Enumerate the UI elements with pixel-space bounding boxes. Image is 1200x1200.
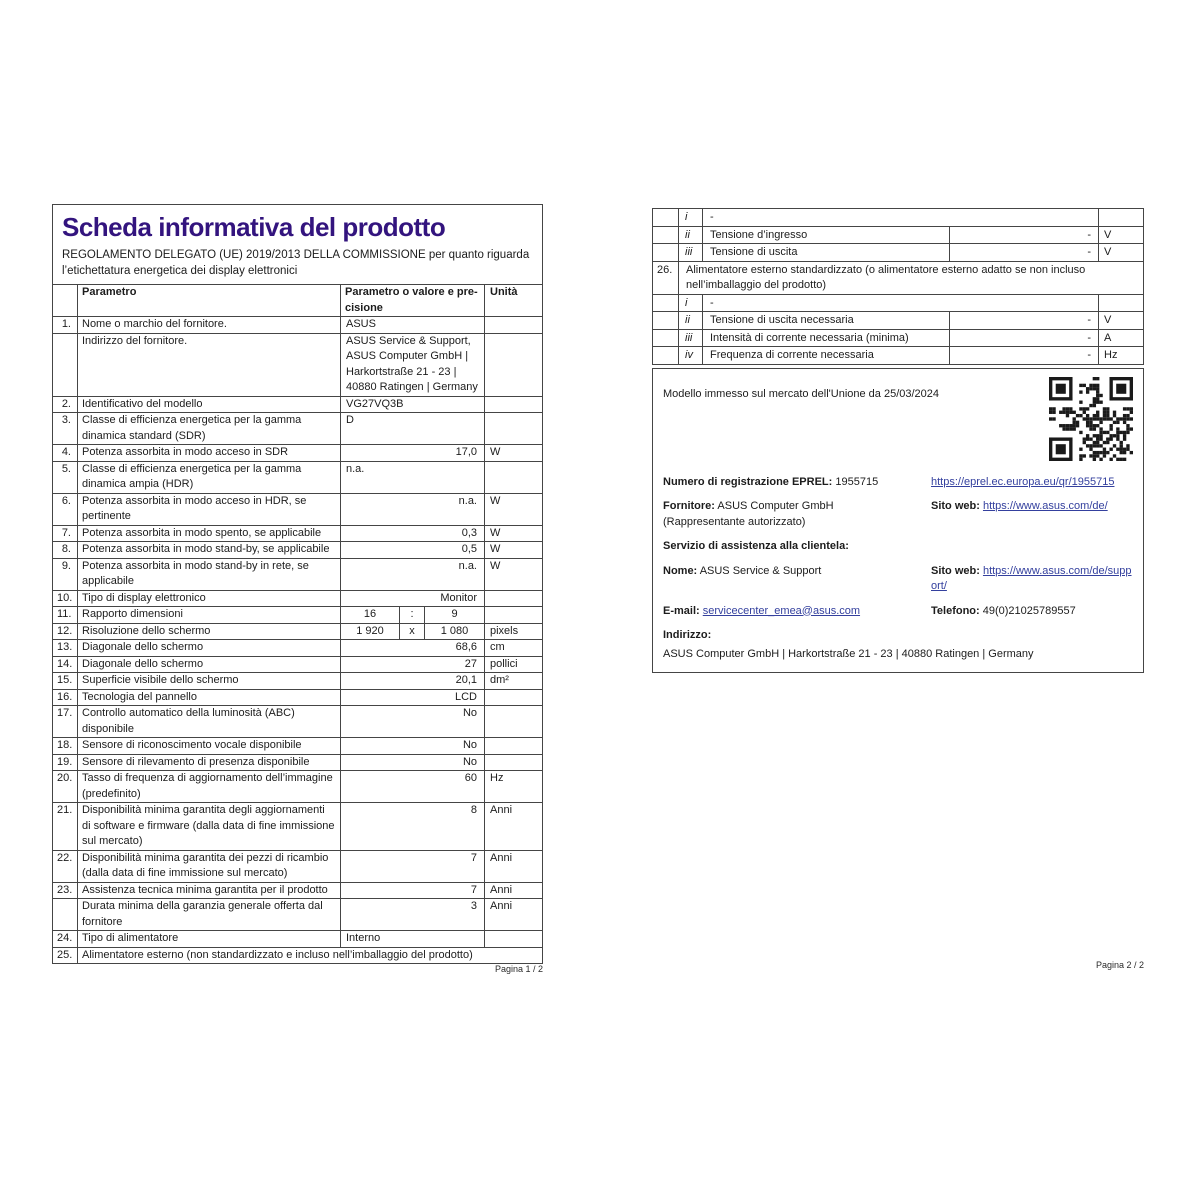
row-number: 22. xyxy=(57,851,73,864)
row-label: Disponibilità minima garantita dei pezzi di ricambio (dalla data di fine immissione sul mercato) xyxy=(77,851,340,882)
row-label: Nome o marchio del fornitore. xyxy=(77,317,340,333)
row-label: Tipo di display elettronico xyxy=(77,591,340,607)
row-unit xyxy=(484,591,542,607)
row-number: 15. xyxy=(57,674,73,686)
row-label: Alimentatore esterno (non standardizzato e incluso nell’imballaggio del prodotto) xyxy=(77,948,542,964)
row-number: 4. xyxy=(61,446,71,458)
row-label: Assistenza tecnica minima garantita per il prodotto xyxy=(77,883,340,899)
contact-row xyxy=(663,604,1133,620)
row-number: 24. xyxy=(57,932,73,944)
row-value: 27 xyxy=(340,657,484,673)
row-value: - xyxy=(949,347,1098,364)
row-label: Rapporto dimensioni xyxy=(77,607,340,623)
model-date-text: Modello immesso sul mercato dell'Unione da 25/03/2024 xyxy=(663,388,940,400)
table-row xyxy=(653,329,1143,347)
row-value: VG27VQ3B xyxy=(340,397,484,413)
row-number: 10. xyxy=(57,591,73,604)
row-value: No xyxy=(340,706,484,737)
row-label: Tensione di uscita necessaria xyxy=(702,312,949,329)
table-row xyxy=(653,311,1143,329)
row-label: Tecnologia del pannello xyxy=(77,690,340,706)
row-label: Tipo di alimentatore xyxy=(77,931,340,947)
row-number xyxy=(53,334,77,396)
table-row xyxy=(53,461,542,493)
row-number xyxy=(653,347,678,364)
table-row xyxy=(53,882,542,899)
table-row xyxy=(653,261,1143,294)
row-value: No xyxy=(340,755,484,771)
table-row xyxy=(53,444,542,461)
header-unit-cell: Unità xyxy=(484,285,542,316)
table-row xyxy=(53,947,542,964)
table-row xyxy=(53,623,542,640)
table-row xyxy=(53,541,542,558)
table-row xyxy=(653,243,1143,261)
page1-header xyxy=(53,205,542,284)
row-value: 60 xyxy=(340,771,484,802)
value-subcell: x xyxy=(399,624,424,640)
eprel-row xyxy=(663,475,1133,491)
row-number: 18. xyxy=(57,739,73,751)
row-value: 7 xyxy=(340,883,484,899)
row-label: - xyxy=(702,295,1098,312)
row-unit: Anni xyxy=(484,883,542,899)
row-number xyxy=(653,312,678,329)
row-unit: Anni xyxy=(484,851,542,882)
row-label: Controllo automatico della luminosità (ABC) disponibile xyxy=(77,706,340,737)
row-value: - xyxy=(949,227,1098,244)
table-row xyxy=(53,525,542,542)
support-site-link[interactable]: https://www.asus.com/de/support/ xyxy=(931,564,1132,592)
page-title: Scheda informativa del prodotto xyxy=(62,212,446,242)
address-heading-row xyxy=(663,628,1133,644)
table-row xyxy=(653,346,1143,364)
row-number: 3. xyxy=(61,414,71,426)
row-roman: ii xyxy=(678,227,702,244)
row-unit: Anni xyxy=(484,803,542,850)
row-value: n.a. xyxy=(340,494,484,525)
table-row xyxy=(53,850,542,882)
row-value: LCD xyxy=(340,690,484,706)
row-roman: ii xyxy=(678,312,702,329)
row-roman: iii xyxy=(678,330,702,347)
page1-footer: Pagina 1 / 2 xyxy=(494,964,543,974)
row-number xyxy=(653,330,678,347)
row-label: Potenza assorbita in modo acceso in HDR, se pertinente xyxy=(77,494,340,525)
row-unit: V xyxy=(1098,244,1143,261)
row-unit xyxy=(484,690,542,706)
row-number: 7. xyxy=(61,526,71,539)
row-label: Classe di efficienza energetica per la gamma dinamica standard (SDR) xyxy=(77,413,340,444)
row-unit xyxy=(484,931,542,947)
row-number xyxy=(653,244,678,261)
row-number: 25. xyxy=(57,948,73,961)
support-site-cell xyxy=(931,564,1133,595)
row-label: Durata minima della garanzia generale offerta dal fornitore xyxy=(77,899,340,930)
row-value: - xyxy=(949,312,1098,329)
eprel-link[interactable]: https://eprel.ec.europa.eu/qr/1955715 xyxy=(931,475,1115,488)
row-number: 8. xyxy=(61,543,71,555)
row-label: Potenza assorbita in modo spento, se applicabile xyxy=(77,526,340,542)
eprel-label: Numero di registrazione EPREL: xyxy=(663,475,833,488)
row-number xyxy=(53,899,77,930)
row-label: Frequenza di corrente necessaria xyxy=(702,347,949,364)
table-row xyxy=(53,898,542,930)
qr-code xyxy=(1049,377,1133,461)
row-number xyxy=(653,209,678,226)
row-unit: V xyxy=(1098,227,1143,244)
row-unit: Anni xyxy=(484,899,542,930)
row-label: Indirizzo del fornitore. xyxy=(77,334,340,396)
row-roman: i xyxy=(678,209,702,226)
table-row xyxy=(53,770,542,802)
row-label: Intensità di corrente necessaria (minima) xyxy=(702,330,949,347)
value-subcell: 9 xyxy=(424,607,484,623)
table-row xyxy=(53,737,542,754)
row-label: Disponibilità minima garantita degli aggiornamenti di software e firmware (dalla data di fine immissione sul mercato) xyxy=(77,803,340,850)
service-name: ASUS Service & Support xyxy=(699,564,822,577)
row-number: 2. xyxy=(61,397,71,410)
row-label: Sensore di rilevamento di presenza disponibile xyxy=(77,755,340,771)
phone-number: 49(0)21025789557 xyxy=(982,604,1076,617)
row-unit: Hz xyxy=(484,771,542,802)
value-subcell: 1 080 xyxy=(424,624,484,640)
page2-footer: Pagina 2 / 2 xyxy=(1095,960,1144,970)
row-unit: W xyxy=(484,559,542,590)
table-row xyxy=(653,294,1143,312)
eprel-registration xyxy=(663,475,931,491)
row-label: Superficie visibile dello schermo xyxy=(77,673,340,689)
table-row xyxy=(53,558,542,590)
service-name-row xyxy=(663,564,1133,595)
row-number: 1. xyxy=(61,318,71,330)
row-number: 14. xyxy=(57,657,73,670)
row-value: n.a. xyxy=(340,559,484,590)
table-row xyxy=(53,316,542,333)
eprel-link-cell xyxy=(931,475,1133,491)
website-label: Sito web: xyxy=(931,500,980,512)
row-unit: A xyxy=(1098,330,1143,347)
row-number: 5. xyxy=(61,462,71,475)
row-number: 20. xyxy=(57,772,73,784)
row-unit xyxy=(484,413,542,444)
row-value: Interno xyxy=(340,931,484,947)
row-value: 7 xyxy=(340,851,484,882)
table-row xyxy=(53,689,542,706)
row-unit: V xyxy=(1098,312,1143,329)
table-row xyxy=(653,209,1143,226)
value-subcell: : xyxy=(399,607,424,623)
table-row xyxy=(53,672,542,689)
row-value: 20,1 xyxy=(340,673,484,689)
table-row xyxy=(53,590,542,607)
page2-table xyxy=(652,208,1144,365)
eprel-number: 1955715 xyxy=(835,475,879,488)
row-number: 13. xyxy=(57,641,73,653)
website-link[interactable]: https://www.asus.com/de/ xyxy=(982,500,1108,512)
row-value xyxy=(340,607,484,623)
table-row xyxy=(653,226,1143,244)
row-label: Tensione d’ingresso xyxy=(702,227,949,244)
row-value: 3 xyxy=(340,899,484,930)
header-parameter-cell: Parametro xyxy=(77,285,340,316)
row-label: Alimentatore esterno standardizzato (o alimentatore esterno adatto se non incluso nell’imballaggio del prodotto) xyxy=(678,262,1143,294)
table-row xyxy=(53,412,542,444)
row-unit: W xyxy=(484,542,542,558)
row-label: - xyxy=(702,209,1098,226)
email-cell xyxy=(663,604,931,620)
table-row xyxy=(53,396,542,413)
phone-cell xyxy=(931,604,1133,620)
row-unit xyxy=(484,334,542,396)
supplier-label: Fornitore: xyxy=(663,500,715,512)
service-name-cell xyxy=(663,564,931,595)
row-label: Diagonale dello schermo xyxy=(77,657,340,673)
row-unit xyxy=(484,738,542,754)
email-label: E-mail: xyxy=(663,604,700,617)
address-row xyxy=(663,647,1133,663)
row-value: ASUS Service & Support, ASUS Computer GmbH | Harkortstraße 21 - 23 | 40880 Ratingen | Germany xyxy=(340,334,484,396)
page1-table xyxy=(53,284,542,963)
value-subcell: 1 920 xyxy=(356,624,384,637)
supplier-name: ASUS Computer GmbH (Rappresentante autorizzato) xyxy=(663,500,834,528)
row-unit: W xyxy=(484,494,542,525)
website-cell xyxy=(931,499,1133,530)
row-label: Tensione di uscita xyxy=(702,244,949,261)
row-value: 0,3 xyxy=(340,526,484,542)
row-value: No xyxy=(340,738,484,754)
row-value: 17,0 xyxy=(340,445,484,461)
row-unit xyxy=(484,317,542,333)
row-label: Potenza assorbita in modo stand-by, se applicabile xyxy=(77,542,340,558)
row-unit: W xyxy=(484,445,542,461)
row-value xyxy=(340,624,484,640)
row-unit xyxy=(1098,295,1143,312)
table-row xyxy=(53,754,542,771)
row-label: Diagonale dello schermo xyxy=(77,640,340,656)
row-unit xyxy=(484,462,542,493)
row-number: 11. xyxy=(57,608,72,620)
row-label: Risoluzione dello schermo xyxy=(77,624,340,640)
table-row xyxy=(53,333,542,396)
support-site-label: Sito web: xyxy=(931,564,980,577)
row-value: n.a. xyxy=(340,462,484,493)
row-number: 12. xyxy=(57,624,73,637)
row-number: 17. xyxy=(57,707,73,719)
row-roman: iii xyxy=(678,244,702,261)
row-unit xyxy=(1098,209,1143,226)
row-roman: iv xyxy=(678,347,702,364)
row-number: 16. xyxy=(57,690,73,703)
row-value: ASUS xyxy=(340,317,484,333)
row-number: 9. xyxy=(61,559,71,572)
row-unit xyxy=(484,397,542,413)
table-row xyxy=(53,802,542,850)
row-number: 23. xyxy=(57,883,73,896)
page-subtitle: REGOLAMENTO DELEGATO (UE) 2019/2013 DELLA COMMISSIONE per quanto riguarda l’etichettatura energetica dei display elettronici xyxy=(62,249,530,277)
page1 xyxy=(52,204,543,964)
row-value: - xyxy=(949,330,1098,347)
row-number xyxy=(653,295,678,312)
row-label: Tasso di frequenza di aggiornamento dell’immagine (predefinito) xyxy=(77,771,340,802)
row-unit: cm xyxy=(484,640,542,656)
table-row xyxy=(53,705,542,737)
supplier-row xyxy=(663,499,1133,530)
service-heading-row xyxy=(663,539,1133,555)
address-label: Indirizzo: xyxy=(663,629,712,641)
value-subcell: 16 xyxy=(363,608,377,620)
row-unit: pollici xyxy=(484,657,542,673)
eprel-info-box xyxy=(652,368,1144,673)
row-unit xyxy=(484,755,542,771)
table-row xyxy=(53,606,542,623)
row-number: 19. xyxy=(57,755,73,768)
table-row xyxy=(53,493,542,525)
row-number: 26. xyxy=(657,263,673,276)
row-label: Potenza assorbita in modo stand-by in rete, se applicabile xyxy=(77,559,340,590)
row-label: Sensore di riconoscimento vocale disponibile xyxy=(77,738,340,754)
row-value: D xyxy=(340,413,484,444)
row-unit xyxy=(484,607,542,623)
table-row xyxy=(53,656,542,673)
row-value: 68,6 xyxy=(340,640,484,656)
row-number: 6. xyxy=(61,494,71,507)
row-value: Monitor xyxy=(340,591,484,607)
row-label: Classe di efficienza energetica per la gamma dinamica ampia (HDR) xyxy=(77,462,340,493)
phone-label: Telefono: xyxy=(931,604,980,617)
row-label: Potenza assorbita in modo acceso in SDR xyxy=(77,445,340,461)
row-value: 0,5 xyxy=(340,542,484,558)
header-number-cell xyxy=(53,285,77,316)
address-text: ASUS Computer GmbH | Harkortstraße 21 - 23 | 40880 Ratingen | Germany xyxy=(663,647,1034,660)
table-row xyxy=(53,639,542,656)
service-heading: Servizio di assistenza alla clientela: xyxy=(663,540,849,552)
supplier-cell xyxy=(663,499,931,530)
row-label: Identificativo del modello xyxy=(77,397,340,413)
service-name-label: Nome: xyxy=(663,564,698,577)
row-number xyxy=(653,227,678,244)
row-number: 21. xyxy=(57,804,73,816)
row-unit xyxy=(484,706,542,737)
header-value-cell: Parametro o valore e pre-cisione xyxy=(340,285,484,316)
table-header-row xyxy=(53,285,542,316)
row-value: 8 xyxy=(340,803,484,850)
row-unit: Hz xyxy=(1098,347,1143,364)
row-roman: i xyxy=(678,295,702,312)
row-unit: pixels xyxy=(484,624,542,640)
email-link[interactable]: servicecenter_emea@asus.com xyxy=(702,604,861,617)
table-row xyxy=(53,930,542,947)
row-value: - xyxy=(949,244,1098,261)
row-unit: W xyxy=(484,526,542,542)
row-unit: dm² xyxy=(484,673,542,689)
